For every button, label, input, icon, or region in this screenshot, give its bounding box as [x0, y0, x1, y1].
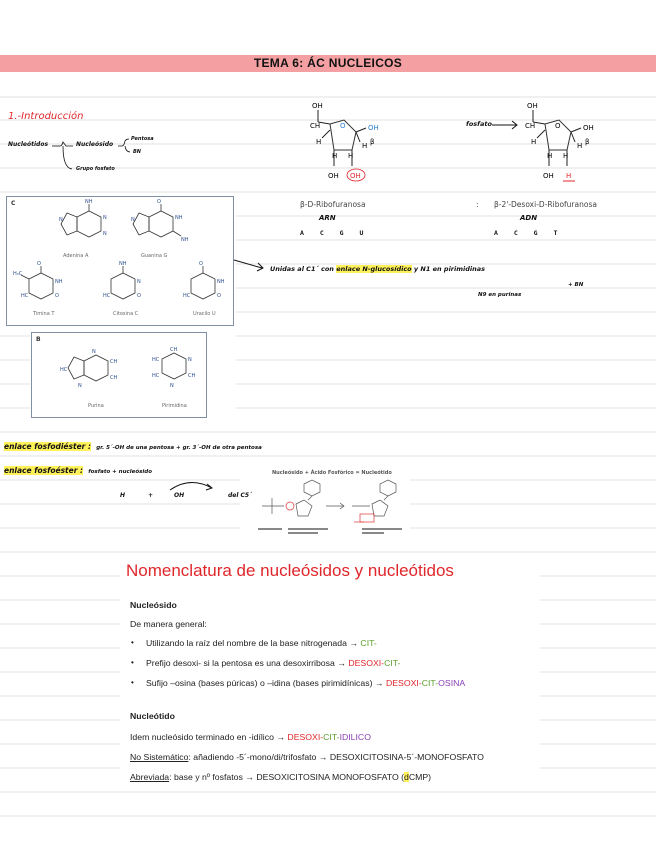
fosfato-arrow: [492, 118, 522, 130]
svg-text:OH: OH: [350, 172, 361, 180]
union-arrow: [232, 258, 272, 274]
svg-text:NH: NH: [119, 261, 127, 267]
svg-text:HC: HC: [152, 357, 160, 363]
fosfoester-text: fosfato + nucleósido: [88, 469, 153, 475]
svg-text:HC: HC: [183, 293, 191, 299]
b2-cit: CIT-: [384, 658, 401, 668]
svg-text:O: O: [199, 261, 203, 267]
svg-text:HC: HC: [21, 293, 29, 299]
svg-text:N: N: [78, 383, 82, 389]
svg-text:OH: OH: [583, 124, 594, 132]
nucleosido-label: Nucleósido: [76, 141, 114, 148]
eq-oh: OH: [174, 492, 185, 499]
purine-pyrimidine-figure: [31, 332, 207, 418]
no-sistematico-line: [130, 752, 484, 762]
nucleosido-heading: Nucleósido: [130, 600, 177, 610]
svg-text:OH: OH: [543, 172, 554, 180]
svg-text:O: O: [555, 122, 561, 130]
b2-text: Prefijo desoxi- si la pentosa es una desoxirribosa →: [146, 658, 349, 668]
svg-text:CH: CH: [170, 347, 178, 353]
page-title: TEMA 6: ÁC NUCLEICOS: [253, 56, 403, 70]
desoxirribofuranosa-structure: [505, 98, 615, 190]
svg-text:N: N: [170, 383, 174, 389]
svg-text:O: O: [37, 261, 41, 267]
svg-text:H: H: [577, 142, 583, 150]
figure-label-c: C: [11, 200, 16, 207]
eq-plus: +: [148, 492, 154, 499]
nucleotide-formation-drawing: [244, 478, 412, 548]
adn-bases: A C G T: [494, 229, 564, 237]
nucleotido-heading: Nucleótido: [130, 711, 175, 721]
b3-desoxi: DESOXI-: [385, 678, 422, 688]
svg-text:O: O: [340, 122, 346, 130]
svg-text:H: H: [531, 138, 537, 146]
svg-text:O: O: [157, 199, 161, 205]
nucleotide-formation-figure: [244, 464, 412, 548]
pentosa-label: Pentosa: [131, 136, 154, 142]
svg-text:β: β: [370, 138, 375, 146]
svg-text:O: O: [217, 293, 221, 299]
svg-text:OH: OH: [312, 102, 323, 110]
svg-text:OH: OH: [368, 124, 379, 132]
svg-text:H: H: [563, 152, 569, 160]
adenina-caption: Adenina A: [63, 253, 89, 259]
union-highlight: enlace N-glucosídico: [336, 265, 412, 273]
arn-bases: A C G U: [300, 229, 370, 237]
svg-text:β: β: [585, 138, 590, 146]
abreviada-label: Abreviada: [130, 772, 170, 782]
b3-text: Sufijo –osina (bases púricas) o –idina (bases pirimidínicas) →: [146, 678, 386, 688]
pirimidina-caption: Pirimidina: [162, 403, 187, 409]
bullet-3-line: [146, 678, 465, 688]
svg-text:NH: NH: [181, 237, 189, 243]
b2-desoxi: DESOXI-: [348, 658, 385, 668]
svg-text:N: N: [188, 357, 192, 363]
union-prefix: Unidas al C1´ con: [270, 265, 334, 273]
svg-text:NH: NH: [85, 199, 93, 205]
figure-title: Nucleósido + Ácido Fosfórico = Nucleótido: [272, 470, 392, 476]
desoxirribofuranosa-label: β-2'-Desoxi-D-Ribofuranosa: [494, 200, 597, 209]
bullet-3: •: [131, 678, 134, 687]
abreviada-text: : base y nº fosfatos → DESOXICITOSINA MONOFOSFATO (: [169, 772, 405, 782]
nitrogen-bases-drawing: [7, 197, 233, 325]
arn-label: ARN: [319, 214, 336, 222]
idem-desoxi: DESOXI-: [287, 732, 324, 742]
no-sistematico-text: : añadiendo -5´-mono/di/trifosfato → DESOXICITOSINA-5´-MONOFOSFATO: [188, 752, 484, 762]
fosfodiester-line: [4, 442, 262, 451]
eq-curve: [160, 476, 240, 494]
svg-text:CH: CH: [310, 122, 321, 130]
svg-text:H: H: [348, 152, 354, 160]
svg-text:H: H: [332, 152, 338, 160]
fosfodiester-text: gr. 5´-OH de una pentosa + gr. 3´-OH de otra pentosa: [96, 445, 262, 451]
svg-text:CH: CH: [525, 122, 536, 130]
nucleotidos-label: Nucleótidos: [8, 141, 49, 148]
union-mid: y N1 en pirimidinas: [413, 265, 486, 273]
union-line2: N9 en purinas: [478, 292, 522, 298]
eq-c5: del C5´: [228, 492, 253, 499]
svg-text:NH: NH: [217, 279, 225, 285]
adn-label: ADN: [520, 214, 538, 222]
bn-label: BN: [133, 149, 141, 155]
abreviada-line: [130, 772, 431, 782]
guanina-caption: Guanina G: [141, 253, 168, 259]
svg-text:NH: NH: [55, 279, 63, 285]
no-sistematico-label: No Sistemático: [130, 752, 189, 762]
bases-figure: [6, 196, 234, 326]
idem-cit: CIT-: [323, 732, 340, 742]
svg-text:O: O: [137, 293, 141, 299]
union-text: [270, 265, 485, 273]
eq-h: H: [120, 492, 126, 499]
intro-brackets: [0, 0, 240, 200]
bullet-2: •: [131, 658, 134, 667]
general-text: De manera general:: [130, 619, 207, 629]
timina-caption: Timina T: [33, 311, 55, 317]
purina-caption: Purina: [88, 403, 104, 409]
fosfato-note: fosfato: [466, 120, 492, 128]
svg-text:OH: OH: [328, 172, 339, 180]
svg-text:OH: OH: [527, 102, 538, 110]
svg-text:N: N: [92, 349, 96, 355]
idem-text: Idem nucleósido terminado en -idílico →: [130, 732, 288, 742]
idem-line: [130, 732, 371, 742]
svg-text:H: H: [362, 142, 368, 150]
bullet-1-line: [146, 638, 377, 648]
svg-text:H: H: [566, 172, 572, 180]
svg-text:N: N: [59, 217, 63, 223]
fosfoester-label: enlace fosfoéster :: [4, 466, 84, 475]
bullet-1: •: [131, 638, 134, 647]
svg-text:H₃C: H₃C: [13, 271, 23, 277]
svg-text:CH: CH: [110, 359, 118, 365]
svg-text:HC: HC: [103, 293, 111, 299]
citosina-caption: Citosina C: [113, 311, 139, 317]
svg-text:NH: NH: [175, 215, 183, 221]
b1-text: Utilizando la raíz del nombre de la base nitrogenada →: [146, 638, 361, 648]
sugars-colon: :: [476, 200, 479, 209]
grupo-fosfato-label: Grupo fosfato: [76, 166, 115, 172]
svg-text:HC: HC: [60, 367, 68, 373]
uracilo-caption: Uracilo U: [193, 311, 216, 317]
svg-text:N: N: [103, 215, 107, 221]
bullet-2-line: [146, 658, 400, 668]
intro-heading: 1.-Introducción: [8, 111, 84, 122]
fosfoester-line: [4, 466, 152, 475]
nomenclatura-title: Nomenclatura de nucleósidos y nucleótidos: [126, 561, 454, 580]
ribofuranosa-structure: [290, 98, 400, 190]
svg-text:CH: CH: [188, 373, 196, 379]
idem-idilico: IDILICO: [339, 732, 371, 742]
svg-text:CH: CH: [110, 375, 118, 381]
fosfodiester-label: enlace fosfodiéster :: [4, 442, 91, 451]
svg-text:N: N: [103, 231, 107, 237]
svg-text:H: H: [316, 138, 322, 146]
union-plus-bn: + BN: [568, 282, 584, 288]
abreviada-d: d: [404, 772, 409, 782]
ribofuranosa-label: β-D-Ribofuranosa: [300, 200, 366, 209]
svg-text:N: N: [131, 217, 135, 223]
b3-osina: OSINA: [438, 678, 466, 688]
figure-label-b: B: [36, 336, 41, 343]
svg-text:HC: HC: [152, 373, 160, 379]
abreviada-end: CMP): [408, 772, 432, 782]
svg-text:N: N: [137, 279, 141, 285]
b3-cit: CIT-: [421, 678, 439, 688]
svg-text:O: O: [55, 293, 59, 299]
b1-cit: CIT-: [360, 638, 377, 648]
svg-text:H: H: [547, 152, 553, 160]
